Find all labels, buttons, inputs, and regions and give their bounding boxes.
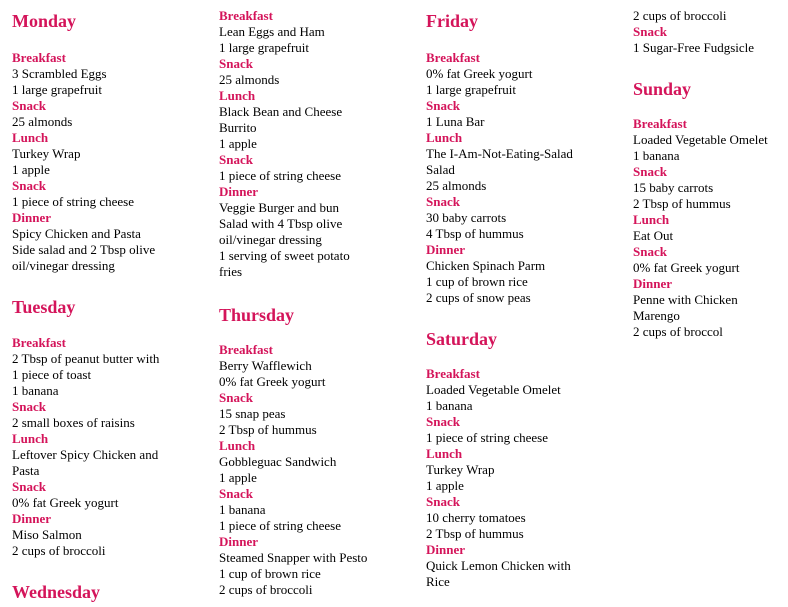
food-item: 1 apple (426, 478, 464, 493)
meal-label: Breakfast (12, 335, 66, 350)
day-heading: Monday (12, 11, 77, 31)
food-item: 1 piece of toast (12, 367, 92, 382)
day-heading: Wednesday (12, 582, 101, 602)
food-item: 2 cups of broccoli (219, 582, 313, 597)
food-item: Pasta (12, 463, 40, 478)
food-item: 1 apple (219, 470, 257, 485)
meal-label: Dinner (633, 276, 672, 291)
meal-label: Snack (12, 399, 46, 414)
meal-label: Snack (219, 486, 253, 501)
food-item: Veggie Burger and bun (219, 200, 339, 215)
food-item: 1 large grapefruit (12, 82, 102, 97)
food-item: Quick Lemon Chicken with (426, 558, 571, 573)
meal-label: Breakfast (219, 342, 273, 357)
food-item: 1 Sugar-Free Fudgsicle (633, 40, 755, 55)
food-item: Lean Eggs and Ham (219, 24, 325, 39)
food-item: 4 Tbsp of hummus (426, 226, 524, 241)
food-item: Salad with 4 Tbsp olive (219, 216, 343, 231)
meal-label: Lunch (12, 130, 49, 145)
food-item: 2 small boxes of raisins (12, 415, 135, 430)
food-item: 1 banana (426, 398, 473, 413)
food-item: 1 banana (633, 148, 680, 163)
meal-label: Dinner (219, 534, 258, 549)
food-item: Burrito (219, 120, 257, 135)
food-item: 1 piece of string cheese (219, 168, 342, 183)
food-item: 1 Luna Bar (426, 114, 485, 129)
food-item: Marengo (633, 308, 680, 323)
meal-label: Snack (633, 164, 667, 179)
food-item: 15 snap peas (219, 406, 286, 421)
food-item: 1 cup of brown rice (219, 566, 321, 581)
food-item: Chicken Spinach Parm (426, 258, 546, 273)
meal-label: Lunch (633, 212, 670, 227)
food-item: 25 almonds (426, 178, 487, 193)
meal-label: Snack (219, 56, 253, 71)
food-item: 25 almonds (12, 114, 73, 129)
meal-label: Snack (633, 244, 667, 259)
day-heading: Tuesday (12, 297, 76, 317)
food-item: Black Bean and Cheese (219, 104, 343, 119)
food-item: 3 Scrambled Eggs (12, 66, 107, 81)
meal-label: Breakfast (426, 366, 480, 381)
food-item: Berry Wafflewich (219, 358, 312, 373)
meal-label: Dinner (219, 184, 258, 199)
food-item: Rice (426, 574, 450, 589)
meal-label: Breakfast (633, 116, 687, 131)
meal-label: Snack (12, 178, 46, 193)
day-heading: Friday (426, 11, 478, 31)
meal-label: Lunch (12, 431, 49, 446)
day-heading: Saturday (426, 329, 498, 349)
food-item: 1 serving of sweet potato (219, 248, 350, 263)
food-item: 1 apple (219, 136, 257, 151)
meal-label: Snack (426, 194, 460, 209)
food-item: 0% fat Greek yogurt (633, 260, 740, 275)
food-item: 0% fat Greek yogurt (219, 374, 326, 389)
food-item: 1 large grapefruit (219, 40, 309, 55)
food-item: 10 cherry tomatoes (426, 510, 526, 525)
food-item: 1 piece of string cheese (219, 518, 342, 533)
food-item: 1 banana (12, 383, 59, 398)
meal-label: Lunch (426, 446, 463, 461)
food-item: oil/vinegar dressing (219, 232, 322, 247)
meal-label: Dinner (426, 242, 465, 257)
food-item: Turkey Wrap (12, 146, 81, 161)
food-item: 1 banana (219, 502, 266, 517)
food-item: 0% fat Greek yogurt (426, 66, 533, 81)
food-item: 1 piece of string cheese (12, 194, 135, 209)
meal-label: Snack (12, 98, 46, 113)
food-item: Steamed Snapper with Pesto (219, 550, 368, 565)
food-item: The I-Am-Not-Eating-Salad (426, 146, 573, 161)
food-item: fries (219, 264, 243, 279)
meal-label: Snack (12, 479, 46, 494)
food-item: Turkey Wrap (426, 462, 495, 477)
meal-label: Breakfast (426, 50, 480, 65)
food-item: Eat Out (633, 228, 674, 243)
food-item: Loaded Vegetable Omelet (633, 132, 768, 147)
meal-label: Lunch (426, 130, 463, 145)
meal-label: Snack (426, 494, 460, 509)
day-heading: Sunday (633, 79, 692, 99)
meal-label: Snack (426, 98, 460, 113)
meal-label: Snack (219, 152, 253, 167)
food-item: 0% fat Greek yogurt (12, 495, 119, 510)
food-item: 1 piece of string cheese (426, 430, 549, 445)
meal-label: Breakfast (12, 50, 66, 65)
food-item: Spicy Chicken and Pasta (12, 226, 141, 241)
food-item: Salad (426, 162, 455, 177)
food-item: 1 apple (12, 162, 50, 177)
food-item: Gobbleguac Sandwich (219, 454, 337, 469)
food-item: 2 Tbsp of hummus (633, 196, 731, 211)
food-item: 2 Tbsp of hummus (219, 422, 317, 437)
food-item: 2 cups of broccol (633, 324, 723, 339)
food-item: Penne with Chicken (633, 292, 738, 307)
food-item: 2 cups of broccoli (12, 543, 106, 558)
meal-label: Dinner (426, 542, 465, 557)
meal-label: Dinner (12, 511, 51, 526)
food-item: 2 cups of broccoli (633, 8, 727, 23)
meal-label: Lunch (219, 88, 256, 103)
food-item: Side salad and 2 Tbsp olive (12, 242, 156, 257)
meal-label: Snack (633, 24, 667, 39)
food-item: Leftover Spicy Chicken and (12, 447, 159, 462)
food-item: Loaded Vegetable Omelet (426, 382, 561, 397)
meal-label: Breakfast (219, 8, 273, 23)
meal-label: Snack (219, 390, 253, 405)
food-item: 2 Tbsp of hummus (426, 526, 524, 541)
food-item: 25 almonds (219, 72, 280, 87)
food-item: 1 large grapefruit (426, 82, 516, 97)
food-item: 30 baby carrots (426, 210, 507, 225)
food-item: oil/vinegar dressing (12, 258, 115, 273)
food-item: 2 Tbsp of peanut butter with (12, 351, 160, 366)
food-item: 15 baby carrots (633, 180, 714, 195)
day-heading: Thursday (219, 305, 295, 325)
food-item: 2 cups of snow peas (426, 290, 531, 305)
meal-label: Dinner (12, 210, 51, 225)
food-item: Miso Salmon (12, 527, 82, 542)
meal-label: Snack (426, 414, 460, 429)
meal-label: Lunch (219, 438, 256, 453)
food-item: 1 cup of brown rice (426, 274, 528, 289)
